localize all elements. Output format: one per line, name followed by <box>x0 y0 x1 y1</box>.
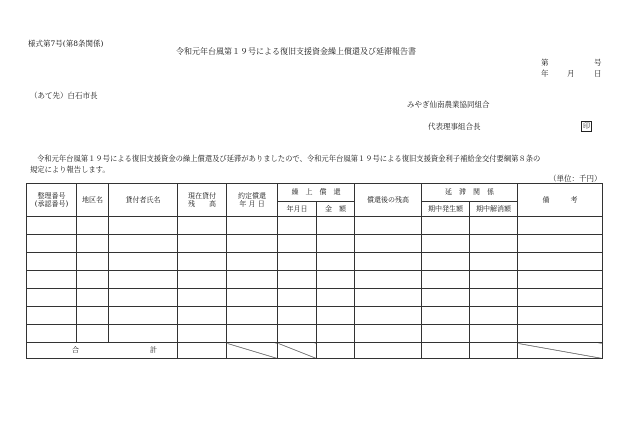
unit-label: （単位：千円） <box>549 174 602 183</box>
header-remarks: 備 考 <box>518 184 603 217</box>
table-row <box>27 217 603 235</box>
table-row <box>27 235 603 253</box>
header-delinquency: 延 滞 関 係 <box>422 184 518 202</box>
header-early-amount: 金 額 <box>317 202 355 217</box>
header-after-balance: 償還後の残高 <box>355 184 422 217</box>
total-balance[interactable] <box>178 343 227 359</box>
sender-org: みやぎ仙南農業協同組合 <box>407 100 490 109</box>
table-row <box>27 307 603 325</box>
total-early-amount[interactable] <box>317 343 355 359</box>
header-ref-no: 整理番号 (承認番号) <box>27 184 77 217</box>
report-table <box>26 183 602 359</box>
header-early-repayment: 繰 上 償 還 <box>278 184 355 202</box>
header-balance: 現在貸付 残 高 <box>178 184 227 217</box>
form-number: 様式第7号(第8条関係) <box>28 39 104 48</box>
table-row <box>27 289 603 307</box>
sender-rep: 代表理事組合長 <box>428 122 481 131</box>
header-early-date: 年月日 <box>278 202 317 217</box>
body-text-line2: 規定により報告します。 <box>30 165 110 174</box>
header-due-date: 約定償還 年 月 日 <box>227 184 278 217</box>
header-delay-new: 期中発生額 <box>422 202 470 217</box>
date-year: 年 <box>541 69 549 78</box>
table-row <box>27 271 603 289</box>
total-after-balance[interactable] <box>355 343 422 359</box>
header-area: 地区名 <box>77 184 109 217</box>
total-row <box>27 343 603 359</box>
total-delay-new[interactable] <box>422 343 470 359</box>
total-remarks-struck <box>518 343 603 359</box>
table-row <box>27 325 603 343</box>
addressee: （あて先）白石市長 <box>30 91 98 100</box>
date-day: 日 <box>594 69 602 78</box>
doc-number-suffix: 号 <box>594 58 602 67</box>
seal-mark: 印 <box>583 122 590 130</box>
header-borrower: 貸付者氏名 <box>109 184 178 217</box>
total-early-date-struck <box>278 343 317 359</box>
header-delay-resolved: 期中解消額 <box>470 202 518 217</box>
date-month: 月 <box>567 69 575 78</box>
total-due-date-struck <box>227 343 278 359</box>
table-row <box>27 253 603 271</box>
report-title: 令和元年台風第１９号による復旧支援資金繰上償還及び延滞報告書 <box>176 47 416 56</box>
doc-number-label: 第 <box>541 58 549 67</box>
total-delay-resolved[interactable] <box>470 343 518 359</box>
total-label: 合 計 <box>27 343 178 359</box>
body-text-line1: 令和元年台風第１９号による復旧支援資金の繰上償還及び延滞がありましたので、令和元年台風第１９号による復旧支援資金利子補給金交付要綱第８条の <box>37 154 541 163</box>
